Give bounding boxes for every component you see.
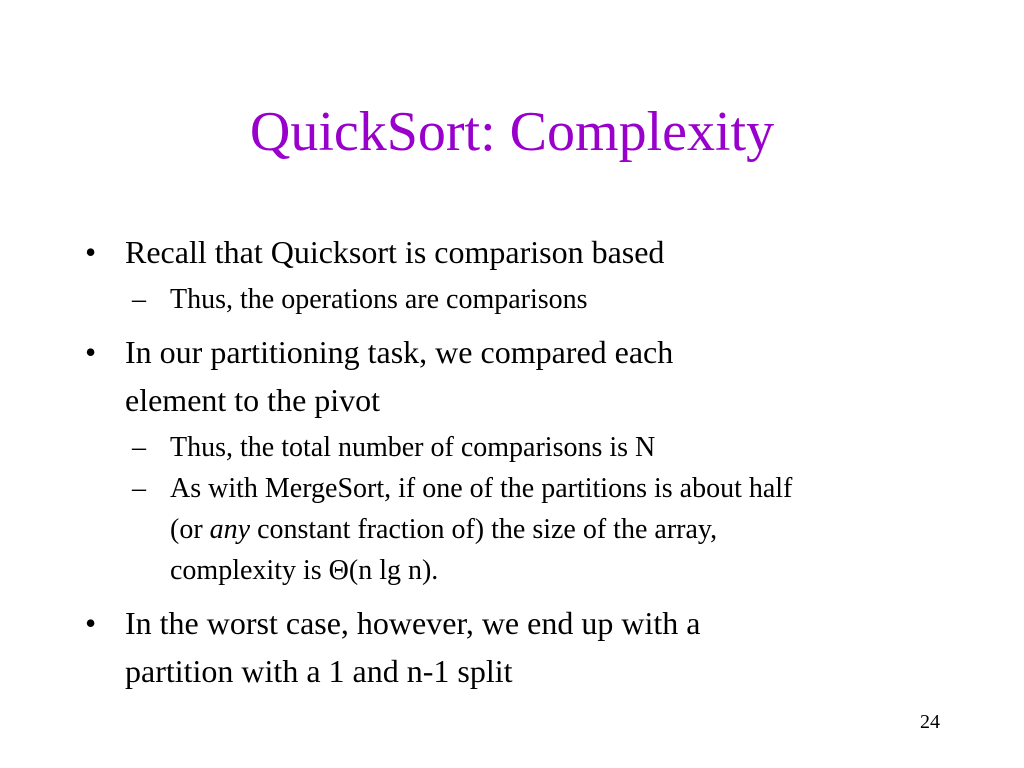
bullet-mark: • bbox=[85, 605, 97, 641]
bullet-2-sub-1 bbox=[132, 427, 965, 468]
bullet-2-sub-2-line-1: As with MergeSort, if one of the partitions is about half bbox=[170, 473, 793, 504]
slide-body bbox=[85, 228, 965, 695]
bullet-1-sub-1 bbox=[132, 279, 965, 320]
bullet-2-sub-2-line-2 bbox=[170, 509, 965, 550]
sub-bullet-mark: – bbox=[132, 284, 146, 315]
bullet-2-sub-2-line-2-pre: (or bbox=[170, 514, 210, 545]
slide-title: QuickSort: Complexity bbox=[249, 101, 775, 163]
bullet-mark: • bbox=[85, 334, 97, 370]
bullet-2-line-1: In our partitioning task, we compared each bbox=[125, 334, 674, 370]
bullet-3-line-1: In the worst case, however, we end up with a bbox=[125, 605, 701, 641]
bullet-1-text: Recall that Quicksort is comparison based bbox=[125, 234, 665, 270]
sub-bullet-mark: – bbox=[132, 432, 146, 463]
bullet-2-sub-1-text: Thus, the total number of comparisons is N bbox=[170, 432, 656, 463]
bullet-2-sub-2 bbox=[132, 468, 965, 591]
bullet-3-line-2: partition with a 1 and n-1 split bbox=[125, 653, 513, 689]
bullet-3 bbox=[85, 599, 965, 695]
bullet-2-sub-2-line-2-post: constant fraction of) the size of the array, bbox=[250, 514, 718, 545]
bullet-1-sub-1-text: Thus, the operations are comparisons bbox=[170, 284, 588, 315]
emphasis-any: any bbox=[209, 514, 251, 545]
sub-bullet-mark: – bbox=[132, 473, 146, 504]
bullet-2-line-2: element to the pivot bbox=[125, 382, 381, 418]
bullet-2 bbox=[85, 328, 965, 424]
bullet-1 bbox=[85, 228, 965, 276]
bullet-2-sub-2-line-3: complexity is Θ(n lg n). bbox=[170, 555, 439, 586]
page-number: 24 bbox=[920, 711, 940, 733]
bullet-mark: • bbox=[85, 234, 97, 270]
